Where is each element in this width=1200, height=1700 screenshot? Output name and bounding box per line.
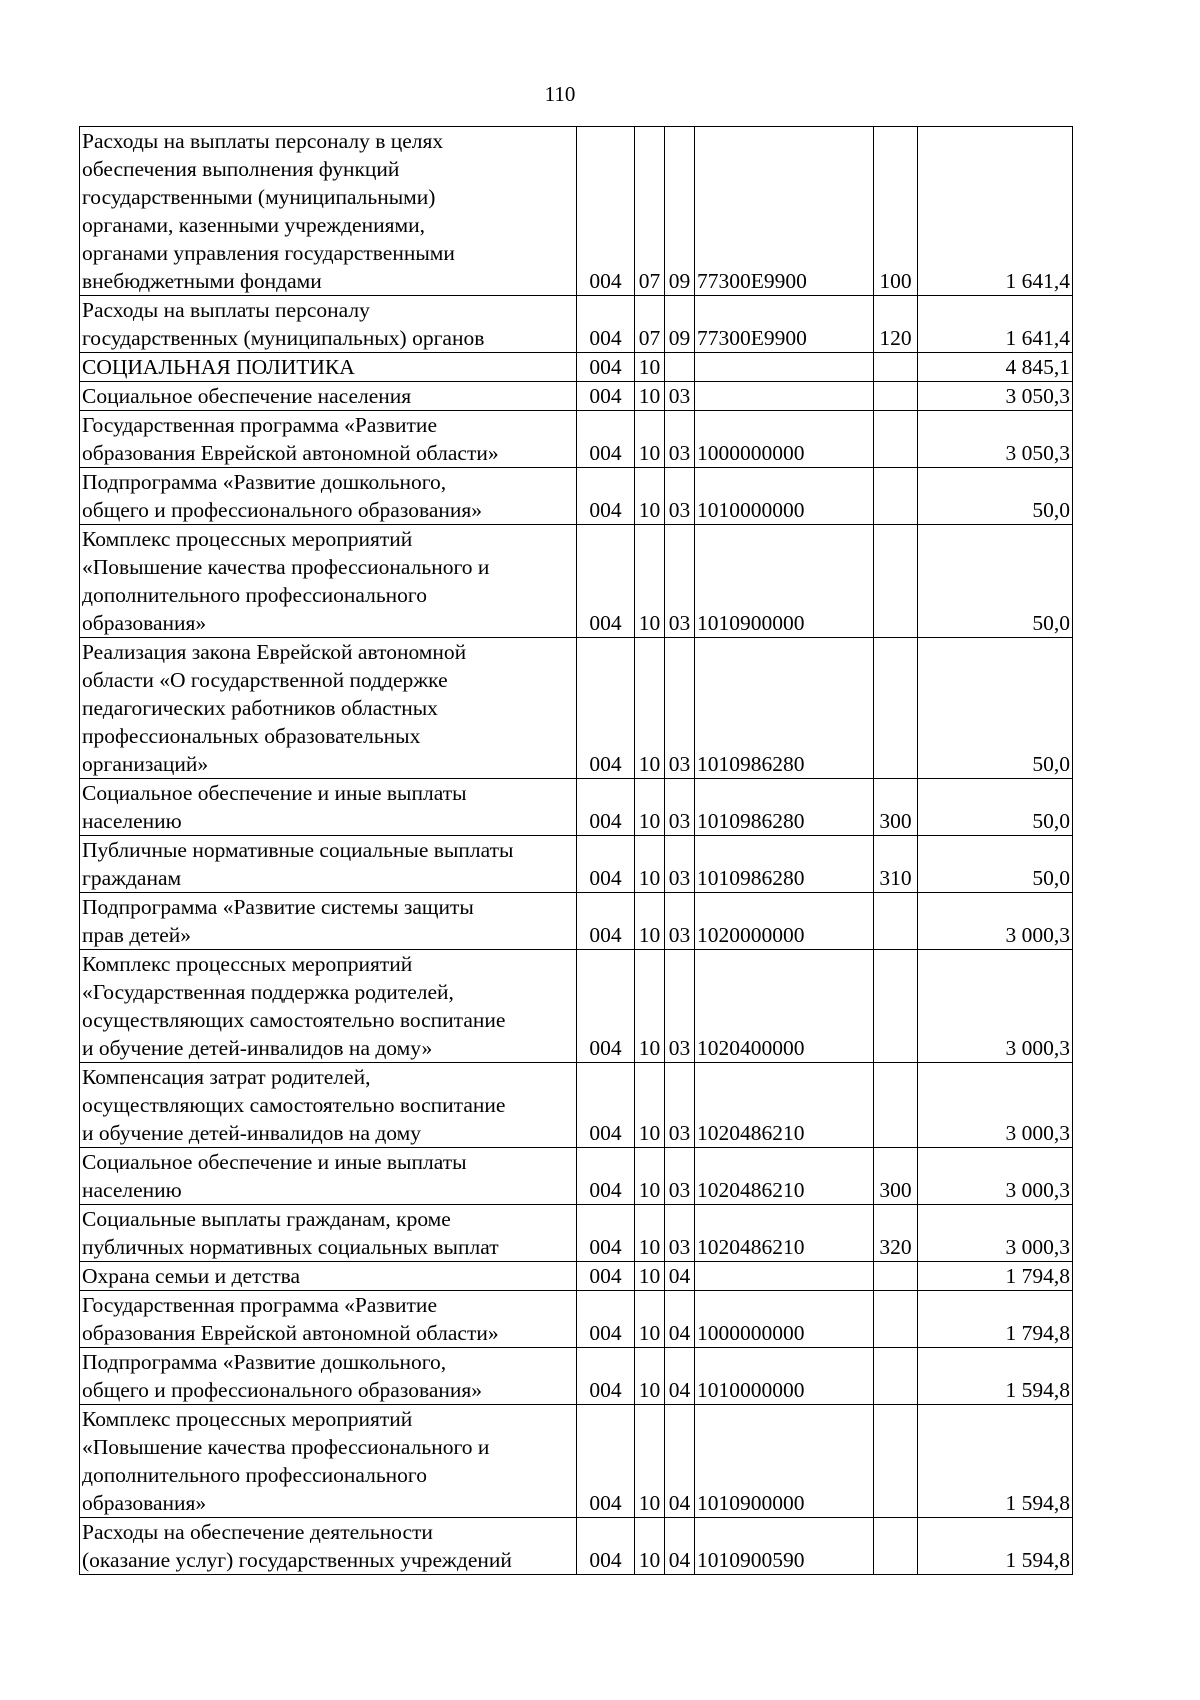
- grbs-code-cell: 004: [577, 127, 635, 296]
- subsection-code-cell: 09: [665, 296, 695, 353]
- expense-name-line: Реализация закона Еврейской автономной: [82, 640, 467, 664]
- expense-name-line: Социальное обеспечение населения: [82, 384, 412, 408]
- expense-name-cell: [80, 1405, 577, 1518]
- grbs-code-cell: 004: [577, 1205, 635, 1262]
- section-code-cell: 10: [635, 1291, 665, 1348]
- expense-name-line: осуществляющих самостоятельно воспитание: [82, 1008, 506, 1032]
- amount-cell: 3 000,3: [918, 950, 1073, 1063]
- expense-name-line: и обучение детей-инвалидов на дому»: [82, 1036, 433, 1060]
- expense-name-line: осуществляющих самостоятельно воспитание: [82, 1093, 506, 1117]
- expense-name-cell: [80, 1291, 577, 1348]
- expense-name-cell: [80, 893, 577, 950]
- amount-cell: 3 000,3: [918, 1205, 1073, 1262]
- subsection-code-cell: 09: [665, 127, 695, 296]
- expense-type-code-cell: [874, 1291, 918, 1348]
- target-item-code-cell: 1020400000: [695, 950, 874, 1063]
- section-code-cell: 07: [635, 127, 665, 296]
- grbs-code-cell: 004: [577, 1405, 635, 1518]
- section-code-cell: 10: [635, 1348, 665, 1405]
- table-row: [80, 525, 1073, 638]
- expense-name-line: внебюджетными фондами: [82, 269, 322, 293]
- target-item-code-cell: 77300E9900: [695, 296, 874, 353]
- expense-name-line: педагогических работников областных: [82, 696, 438, 720]
- expense-name-cell: [80, 1205, 577, 1262]
- amount-cell: 50,0: [918, 468, 1073, 525]
- table-row: [80, 1291, 1073, 1348]
- table-row: [80, 127, 1073, 296]
- expense-name-cell: [80, 127, 577, 296]
- grbs-code-cell: 004: [577, 638, 635, 779]
- subsection-code-cell: 03: [665, 638, 695, 779]
- table-row: [80, 1405, 1073, 1518]
- section-code-cell: 10: [635, 779, 665, 836]
- expense-type-code-cell: 120: [874, 296, 918, 353]
- target-item-code-cell: 77300E9900: [695, 127, 874, 296]
- expense-name-cell: [80, 411, 577, 468]
- subsection-code-cell: 03: [665, 1063, 695, 1148]
- expense-name-line: Компенсация затрат родителей,: [82, 1065, 371, 1089]
- amount-cell: 3 050,3: [918, 411, 1073, 468]
- table-row: [80, 382, 1073, 411]
- expense-type-code-cell: 320: [874, 1205, 918, 1262]
- expense-name-line: Комплекс процессных мероприятий: [82, 952, 413, 976]
- expense-name-line: и обучение детей-инвалидов на дому: [82, 1121, 421, 1145]
- section-code-cell: 10: [635, 1262, 665, 1291]
- expense-type-code-cell: 100: [874, 127, 918, 296]
- amount-cell: 50,0: [918, 836, 1073, 893]
- subsection-code-cell: 03: [665, 779, 695, 836]
- expense-name-line: Подпрограмма «Развитие системы защиты: [82, 895, 474, 919]
- expense-name-line: образования Еврейской автономной области»: [82, 1321, 499, 1345]
- grbs-code-cell: 004: [577, 382, 635, 411]
- expense-name-line: органами, казенными учреждениями,: [82, 213, 425, 237]
- target-item-code-cell: 1020486210: [695, 1063, 874, 1148]
- subsection-code-cell: 03: [665, 525, 695, 638]
- expense-name-line: Социальное обеспечение и иные выплаты: [82, 1150, 467, 1174]
- expense-name-line: Государственная программа «Развитие: [82, 1293, 437, 1317]
- section-code-cell: 10: [635, 1148, 665, 1205]
- section-code-cell: 10: [635, 353, 665, 382]
- expense-name-cell: [80, 1148, 577, 1205]
- section-code-cell: 10: [635, 950, 665, 1063]
- amount-cell: 3 050,3: [918, 382, 1073, 411]
- expense-type-code-cell: 300: [874, 779, 918, 836]
- grbs-code-cell: 004: [577, 1348, 635, 1405]
- expense-name-line: Социальные выплаты гражданам, кроме: [82, 1207, 451, 1231]
- subsection-code-cell: 03: [665, 1205, 695, 1262]
- expense-name-line: общего и профессионального образования»: [82, 498, 483, 522]
- amount-cell: 3 000,3: [918, 1063, 1073, 1148]
- subsection-code-cell: 04: [665, 1518, 695, 1575]
- table-row: [80, 1348, 1073, 1405]
- expense-name-line: профессиональных образовательных: [82, 724, 421, 748]
- target-item-code-cell: 1010900000: [695, 525, 874, 638]
- subsection-code-cell: [665, 353, 695, 382]
- expense-type-code-cell: [874, 525, 918, 638]
- expense-name-line: гражданам: [82, 866, 182, 890]
- expense-name-line: образования Еврейской автономной области»: [82, 441, 499, 465]
- target-item-code-cell: 1020486210: [695, 1205, 874, 1262]
- expense-type-code-cell: [874, 382, 918, 411]
- grbs-code-cell: 004: [577, 893, 635, 950]
- expense-name-line: Подпрограмма «Развитие дошкольного,: [82, 1350, 447, 1374]
- amount-cell: 50,0: [918, 779, 1073, 836]
- subsection-code-cell: 04: [665, 1262, 695, 1291]
- section-code-cell: 10: [635, 638, 665, 779]
- section-code-cell: 07: [635, 296, 665, 353]
- expense-name-cell: [80, 525, 577, 638]
- budget-table: [79, 126, 1073, 1575]
- table-row: [80, 638, 1073, 779]
- subsection-code-cell: 03: [665, 836, 695, 893]
- table-row: [80, 296, 1073, 353]
- expense-name-line: области «О государственной поддержке: [82, 668, 448, 692]
- target-item-code-cell: 1010900000: [695, 1405, 874, 1518]
- section-code-cell: 10: [635, 525, 665, 638]
- table-row: [80, 836, 1073, 893]
- expense-name-line: Комплекс процессных мероприятий: [82, 527, 413, 551]
- expense-type-code-cell: [874, 1348, 918, 1405]
- amount-cell: 1 594,8: [918, 1348, 1073, 1405]
- expense-name-cell: [80, 1063, 577, 1148]
- expense-type-code-cell: [874, 1405, 918, 1518]
- table-row: [80, 411, 1073, 468]
- budget-table-body: [80, 127, 1073, 1575]
- section-code-cell: 10: [635, 468, 665, 525]
- section-code-cell: 10: [635, 1205, 665, 1262]
- expense-type-code-cell: [874, 468, 918, 525]
- expense-type-code-cell: [874, 1518, 918, 1575]
- expense-type-code-cell: [874, 353, 918, 382]
- target-item-code-cell: 1010900590: [695, 1518, 874, 1575]
- expense-name-cell: [80, 296, 577, 353]
- grbs-code-cell: 004: [577, 1291, 635, 1348]
- expense-type-code-cell: [874, 411, 918, 468]
- expense-name-cell: [80, 1262, 577, 1291]
- grbs-code-cell: 004: [577, 1262, 635, 1291]
- subsection-code-cell: 03: [665, 411, 695, 468]
- expense-name-cell: [80, 382, 577, 411]
- subsection-code-cell: 04: [665, 1405, 695, 1518]
- subsection-code-cell: 04: [665, 1348, 695, 1405]
- table-row: [80, 1063, 1073, 1148]
- expense-type-code-cell: 310: [874, 836, 918, 893]
- expense-name-line: дополнительного профессионального: [82, 1463, 427, 1487]
- expense-name-line: «Повышение качества профессионального и: [82, 555, 490, 579]
- expense-name-cell: [80, 779, 577, 836]
- amount-cell: 1 594,8: [918, 1518, 1073, 1575]
- grbs-code-cell: 004: [577, 1518, 635, 1575]
- target-item-code-cell: 1010986280: [695, 779, 874, 836]
- subsection-code-cell: 03: [665, 1148, 695, 1205]
- target-item-code-cell: 1000000000: [695, 411, 874, 468]
- table-row: [80, 893, 1073, 950]
- table-row: [80, 468, 1073, 525]
- section-code-cell: 10: [635, 382, 665, 411]
- target-item-code-cell: [695, 353, 874, 382]
- amount-cell: 3 000,3: [918, 1148, 1073, 1205]
- table-row: [80, 1205, 1073, 1262]
- section-code-cell: 10: [635, 411, 665, 468]
- expense-name-cell: [80, 950, 577, 1063]
- section-code-cell: 10: [635, 1063, 665, 1148]
- expense-type-code-cell: [874, 1063, 918, 1148]
- target-item-code-cell: 1020000000: [695, 893, 874, 950]
- expense-type-code-cell: [874, 638, 918, 779]
- grbs-code-cell: 004: [577, 525, 635, 638]
- table-row: [80, 950, 1073, 1063]
- grbs-code-cell: 004: [577, 411, 635, 468]
- expense-type-code-cell: 300: [874, 1148, 918, 1205]
- grbs-code-cell: 004: [577, 468, 635, 525]
- table-row: [80, 779, 1073, 836]
- subsection-code-cell: 03: [665, 950, 695, 1063]
- page-number: 110: [544, 82, 576, 106]
- subsection-code-cell: 03: [665, 468, 695, 525]
- expense-name-line: общего и профессионального образования»: [82, 1378, 483, 1402]
- expense-name-line: «Государственная поддержка родителей,: [82, 980, 454, 1004]
- grbs-code-cell: 004: [577, 950, 635, 1063]
- subsection-code-cell: 03: [665, 893, 695, 950]
- amount-cell: 50,0: [918, 525, 1073, 638]
- expense-name-line: Расходы на выплаты персоналу: [82, 298, 370, 322]
- expense-name-line: публичных нормативных социальных выплат: [82, 1235, 499, 1259]
- grbs-code-cell: 004: [577, 779, 635, 836]
- amount-cell: 1 794,8: [918, 1262, 1073, 1291]
- section-code-cell: 10: [635, 1518, 665, 1575]
- grbs-code-cell: 004: [577, 1148, 635, 1205]
- expense-name-line: прав детей»: [82, 923, 192, 947]
- expense-name-cell: [80, 1518, 577, 1575]
- amount-cell: 50,0: [918, 638, 1073, 779]
- section-code-cell: 10: [635, 893, 665, 950]
- expense-name-cell: [80, 468, 577, 525]
- target-item-code-cell: 1010000000: [695, 1348, 874, 1405]
- section-code-cell: 10: [635, 836, 665, 893]
- table-row: [80, 1148, 1073, 1205]
- amount-cell: 1 641,4: [918, 296, 1073, 353]
- expense-name-line: СОЦИАЛЬНАЯ ПОЛИТИКА: [82, 355, 355, 379]
- target-item-code-cell: [695, 382, 874, 411]
- expense-name-line: Комплекс процессных мероприятий: [82, 1407, 413, 1431]
- expense-name-cell: [80, 353, 577, 382]
- expense-name-line: Расходы на выплаты персоналу в целях: [82, 129, 444, 153]
- grbs-code-cell: 004: [577, 296, 635, 353]
- expense-name-line: Социальное обеспечение и иные выплаты: [82, 781, 467, 805]
- expense-name-line: органами управления государственными: [82, 241, 455, 265]
- expense-name-line: государственными (муниципальными): [82, 185, 436, 209]
- amount-cell: 1 594,8: [918, 1405, 1073, 1518]
- expense-name-line: «Повышение качества профессионального и: [82, 1435, 490, 1459]
- table-row: [80, 353, 1073, 382]
- target-item-code-cell: 1010986280: [695, 836, 874, 893]
- expense-name-line: образования»: [82, 611, 207, 635]
- expense-name-line: дополнительного профессионального: [82, 583, 427, 607]
- target-item-code-cell: 1020486210: [695, 1148, 874, 1205]
- expense-name-line: населению: [82, 1178, 182, 1202]
- expense-name-line: образования»: [82, 1491, 207, 1515]
- amount-cell: 1 794,8: [918, 1291, 1073, 1348]
- expense-name-line: Государственная программа «Развитие: [82, 413, 437, 437]
- target-item-code-cell: [695, 1262, 874, 1291]
- subsection-code-cell: 04: [665, 1291, 695, 1348]
- expense-name-line: организаций»: [82, 752, 209, 776]
- amount-cell: 1 641,4: [918, 127, 1073, 296]
- expense-name-line: населению: [82, 809, 182, 833]
- amount-cell: 4 845,1: [918, 353, 1073, 382]
- section-code-cell: 10: [635, 1405, 665, 1518]
- table-row: [80, 1518, 1073, 1575]
- expense-type-code-cell: [874, 1262, 918, 1291]
- subsection-code-cell: 03: [665, 382, 695, 411]
- table-row: [80, 1262, 1073, 1291]
- expense-name-line: обеспечения выполнения функций: [82, 157, 400, 181]
- expense-type-code-cell: [874, 950, 918, 1063]
- expense-name-line: Расходы на обеспечение деятельности: [82, 1520, 433, 1544]
- grbs-code-cell: 004: [577, 353, 635, 382]
- grbs-code-cell: 004: [577, 836, 635, 893]
- expense-name-cell: [80, 1348, 577, 1405]
- grbs-code-cell: 004: [577, 1063, 635, 1148]
- target-item-code-cell: 1010986280: [695, 638, 874, 779]
- expense-name-cell: [80, 836, 577, 893]
- expense-name-line: Охрана семьи и детства: [82, 1264, 301, 1288]
- amount-cell: 3 000,3: [918, 893, 1073, 950]
- target-item-code-cell: 1000000000: [695, 1291, 874, 1348]
- expense-name-line: государственных (муниципальных) органов: [82, 326, 485, 350]
- target-item-code-cell: 1010000000: [695, 468, 874, 525]
- expense-type-code-cell: [874, 893, 918, 950]
- expense-name-cell: [80, 638, 577, 779]
- expense-name-line: (оказание услуг) государственных учреждений: [82, 1548, 512, 1572]
- expense-name-line: Подпрограмма «Развитие дошкольного,: [82, 470, 447, 494]
- expense-name-line: Публичные нормативные социальные выплаты: [82, 838, 514, 862]
